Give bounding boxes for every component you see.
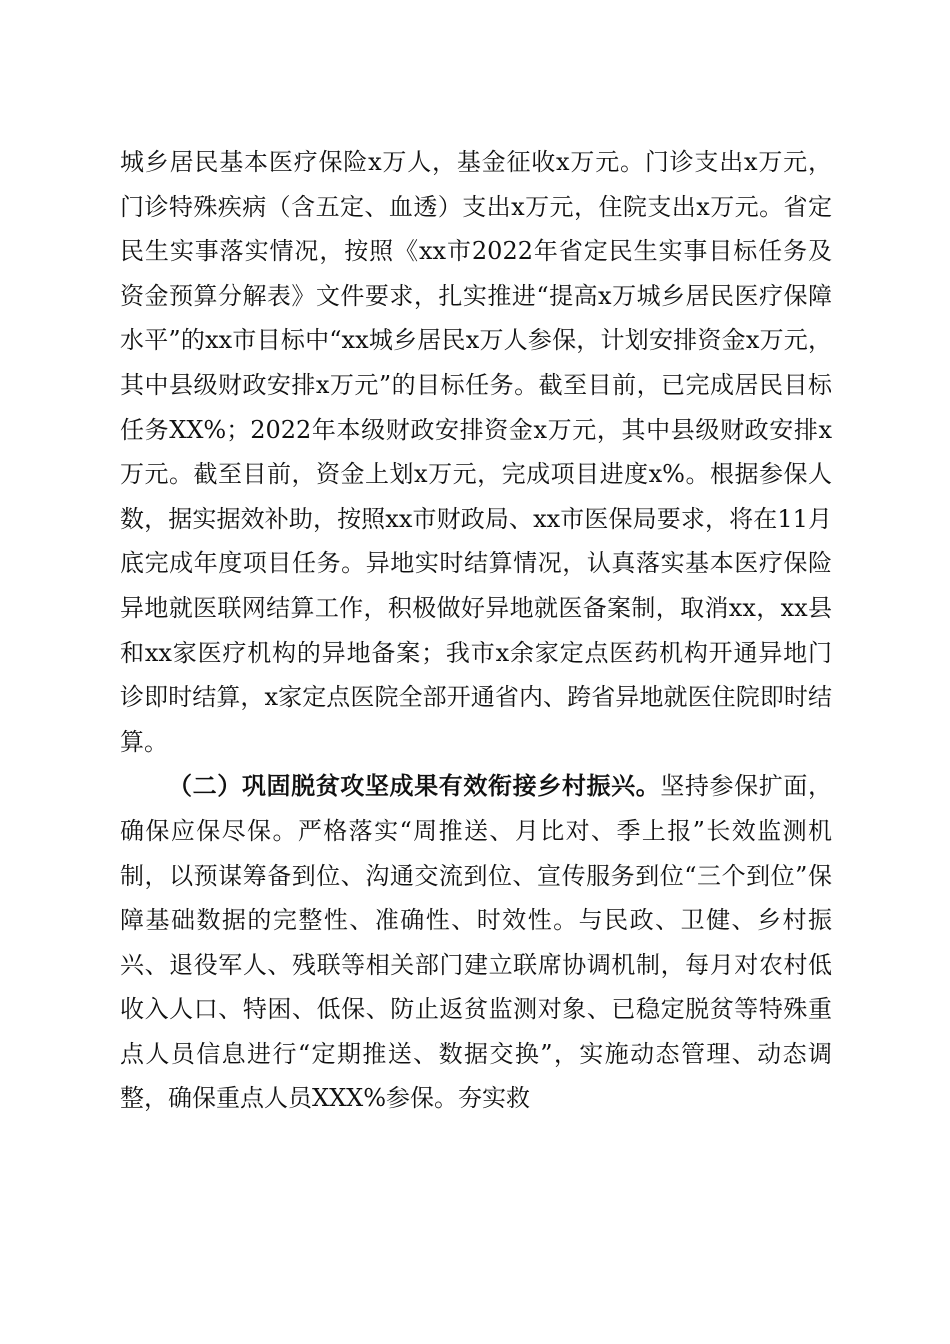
paragraph-1-text: 城乡居民基本医疗保险x万人，基金征收x万元。门诊支出x万元，门诊特殊疾病（含五定、血透）支出x万元，住院支出x万元。省定民生实事落实情况，按照《xx市2022年省定民生实事目标任务及资金预算分解表》文件要求，扎实推进“提高x万城乡居民医疗保障水平”的xx市目标中“xx城乡居民x万人参保，计划安排资金x万元，其中县级财政安排x万元”的目标任务。截至目前，已完成居民目标任务XX%；2022年本级财政安排资金x万元，其中县级财政安排x万元。截至目前，资金上划x万元，完成项目进度x%。根据参保人数，据实据效补助，按照xx市财政局、xx市医保局要求，将在11月底完成年度项目任务。异地实时结算情况，认真落实基本医疗保险异地就医联网结算工作，积极做好异地就医备案制，取消xx，xx县和xx家医疗机构的异地备案；我市x余家定点医药机构开通异地门诊即时结算，x家定点医院全部开通省内、跨省异地就医住院即时结算。	[120, 148, 832, 756]
document-body	[120, 140, 832, 1121]
paragraph-2-text: 坚持参保扩面，确保应保尽保。严格落实“周推送、月比对、季上报”长效监测机制，以预谋筹备到位、沟通交流到位、宣传服务到位“三个到位”保障基础数据的完整性、准确性、时效性。与民政、卫健、乡村振兴、退役军人、残联等相关部门建立联席协调机制，每月对农村低收入人口、特困、低保、防止返贫监测对象、已稳定脱贫等特殊重点人员信息进行“定期推送、数据交换”，实施动态管理、动态调整，确保重点人员XXX%参保。夯实救	[120, 772, 833, 1113]
section-heading: （二）巩固脱贫攻坚成果有效衔接乡村振兴。	[168, 771, 661, 801]
paragraph-2	[120, 764, 832, 1121]
paragraph-1	[120, 140, 832, 764]
